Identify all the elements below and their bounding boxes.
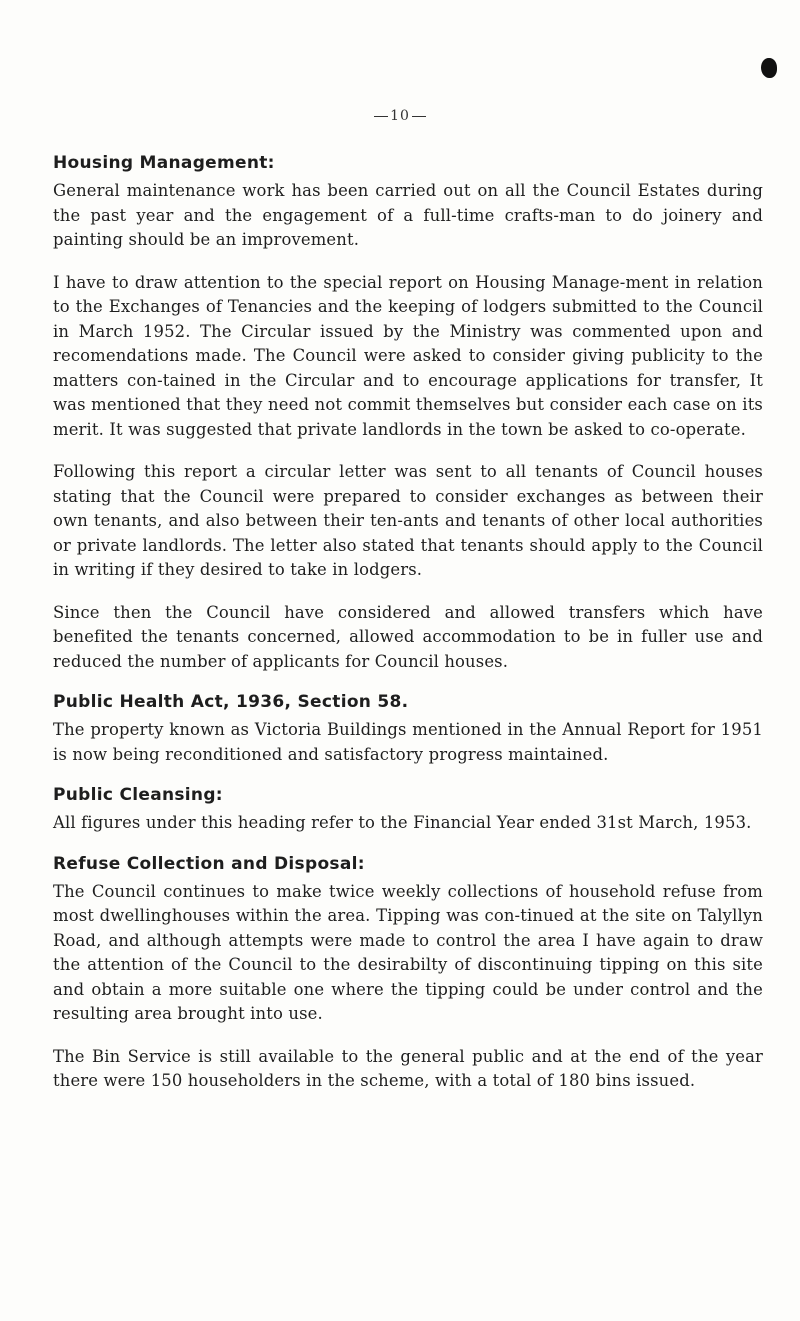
page-number-text: 10: [390, 108, 410, 124]
page-number: [0, 108, 800, 124]
document-body: [53, 153, 763, 1104]
section-refuse-collection: [53, 854, 763, 1094]
section-housing-management: [53, 153, 763, 674]
paragraph: The property known as Victoria Buildings mentioned in the Annual Report for 1951 is now being reconditioned and satisfactory progress maintained.: [53, 720, 763, 764]
section-heading: Public Health Act, 1936, Section 58.: [53, 692, 409, 712]
paragraph: The Council continues to make twice weekly collections of household refuse from most dwellinghouses within the area. Tipping was con-tinued at the site on Talyllyn Road, and although attempts were made to control the area I have again to draw the attention of the Council to the desirabilty of discontinuing tipping on this site and obtain a more suitable one where the tipping could be under control and the resulting area brought into use.: [53, 881, 763, 1023]
paragraph: All figures under this heading refer to the Financial Year ended 31st March, 1953.: [53, 813, 752, 832]
section-heading: Housing Management:: [53, 153, 275, 173]
paragraph: Following this report a circular letter was sent to all tenants of Council houses stating that the Council were prepared to consider exchanges as between their own tenants, and also between their ten-ants and tenants of other local authorities or private landlords. The letter also stated that tenants should apply to the Council in writing if they desired to take in lodgers.: [53, 462, 763, 579]
section-heading: Public Cleansing:: [53, 785, 223, 805]
section-public-cleansing: [53, 785, 763, 836]
section-public-health-act: [53, 692, 763, 767]
paragraph: General maintenance work has been carried out on all the Council Estates during the past year and the engagement of a full-time crafts-man to do joinery and painting should be an improvement.: [53, 181, 763, 249]
section-heading: Refuse Collection and Disposal:: [53, 853, 365, 874]
paragraph: The Bin Service is still available to the general public and at the end of the year there were 150 householders in the scheme, with a total of 180 bins issued.: [53, 1046, 763, 1090]
ink-blot-mark: [761, 58, 777, 78]
paragraph: Since then the Council have considered and allowed transfers which have benefited the tenants concerned, allowed accommodation to be in fuller use and reduced the number of applicants for Council houses.: [53, 602, 763, 671]
paragraph: I have to draw attention to the special report on Housing Manage-ment in relation to the Exchanges of Tenancies and the keeping of lodgers submitted to the Council in March 1952. The Circular issued by the Ministry was commented upon and recomendations made. The Council were asked to consider giving publicity to the matters con-tained in the Circular and to encourage applications for transfer, It was mentioned that they need not commit themselves but consider each case on its merit. It was suggested that private landlords in the town be asked to co-operate.: [53, 272, 763, 439]
